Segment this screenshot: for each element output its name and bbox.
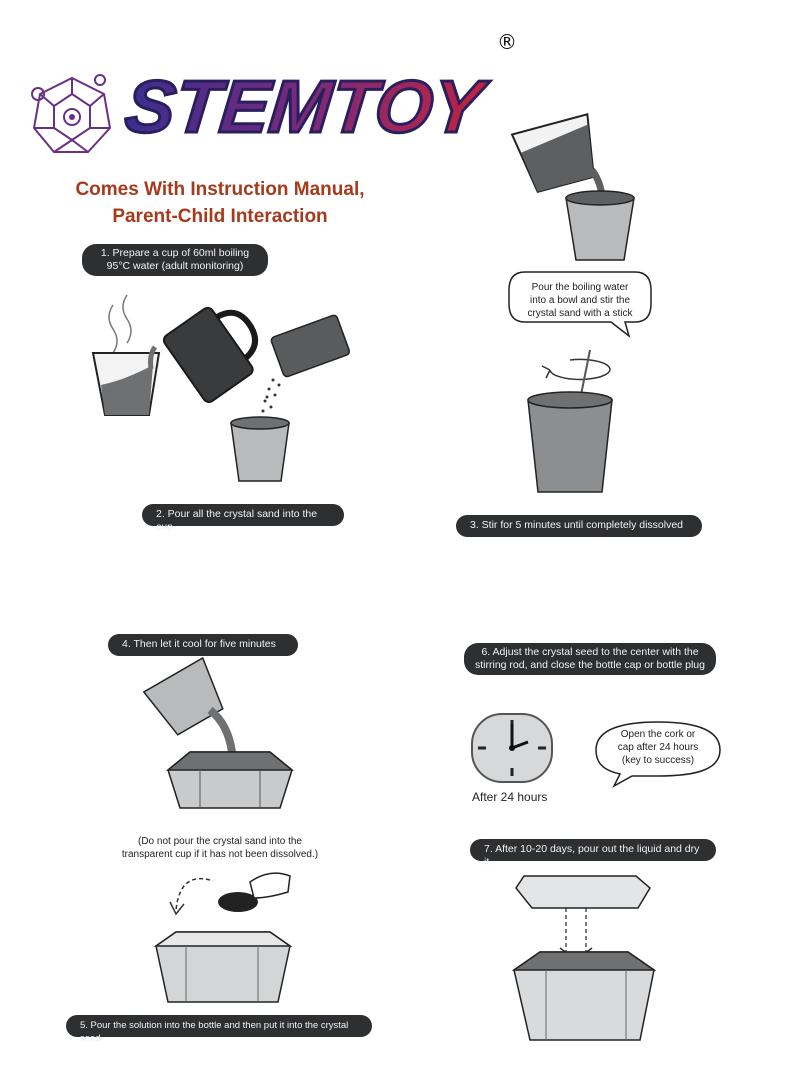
cork-bubble-line1: Open the cork or	[620, 729, 696, 740]
pour-cup-illustration	[510, 110, 660, 270]
step1-line1: 1. Prepare a cup of 60ml boiling	[100, 247, 250, 259]
svg-text:STEMTOY: STEMTOY	[121, 65, 487, 148]
step1-line2: 95°C water (adult monitoring)	[106, 260, 244, 272]
stir-bubble-text	[513, 281, 647, 320]
stir-bubble-line1: Pour the boiling water	[531, 282, 629, 293]
note-line2: transparent cup if it has not been dissolved.)	[121, 849, 319, 860]
step6-line1: 6. Adjust the crystal seed to the center with the	[481, 646, 699, 658]
step1-label	[82, 244, 268, 276]
cork-bubble-line3: (key to success)	[621, 755, 695, 766]
dissolve-note	[100, 835, 340, 861]
cork-bubble-text	[598, 728, 718, 767]
clock-icon	[470, 712, 554, 784]
after-24-hours: After 24 hours	[472, 790, 548, 804]
logo-icon	[28, 72, 116, 160]
seed-bottle-illustration	[150, 862, 350, 1012]
step3-label: 3. Stir for 5 minutes until completely dissolved	[456, 515, 702, 537]
cork-bubble-line2: cap after 24 hours	[617, 742, 699, 753]
headline-line2: Parent-Child Interaction	[112, 206, 328, 227]
headline-line1: Comes With Instruction Manual,	[75, 179, 365, 200]
note-line1: (Do not pour the crystal sand into the	[138, 836, 302, 847]
step7-label: 7. After 10-20 days, pour out the liquid and dry it	[470, 839, 716, 861]
cool-pour-illustration	[150, 660, 310, 820]
headline	[40, 176, 400, 230]
step6-label	[464, 643, 716, 675]
step5-label: 5. Pour the solution into the bottle and then put it into the crystal seed	[66, 1015, 372, 1037]
stir-bubble-line2: into a bowl and stir the	[529, 295, 631, 306]
registered-mark: ®	[497, 30, 517, 54]
pour-water-illustration	[85, 285, 365, 485]
step6-line2: stirring rod, and close the bottle cap or bottle plug	[475, 659, 705, 671]
dry-crystal-illustration	[510, 868, 670, 1048]
stir-cup-illustration	[520, 340, 620, 500]
step2-label: 2. Pour all the crystal sand into the cup	[142, 504, 344, 526]
step4-label: 4. Then let it cool for five minutes	[108, 634, 298, 656]
stir-bubble-line3: crystal sand with a stick	[527, 308, 633, 319]
